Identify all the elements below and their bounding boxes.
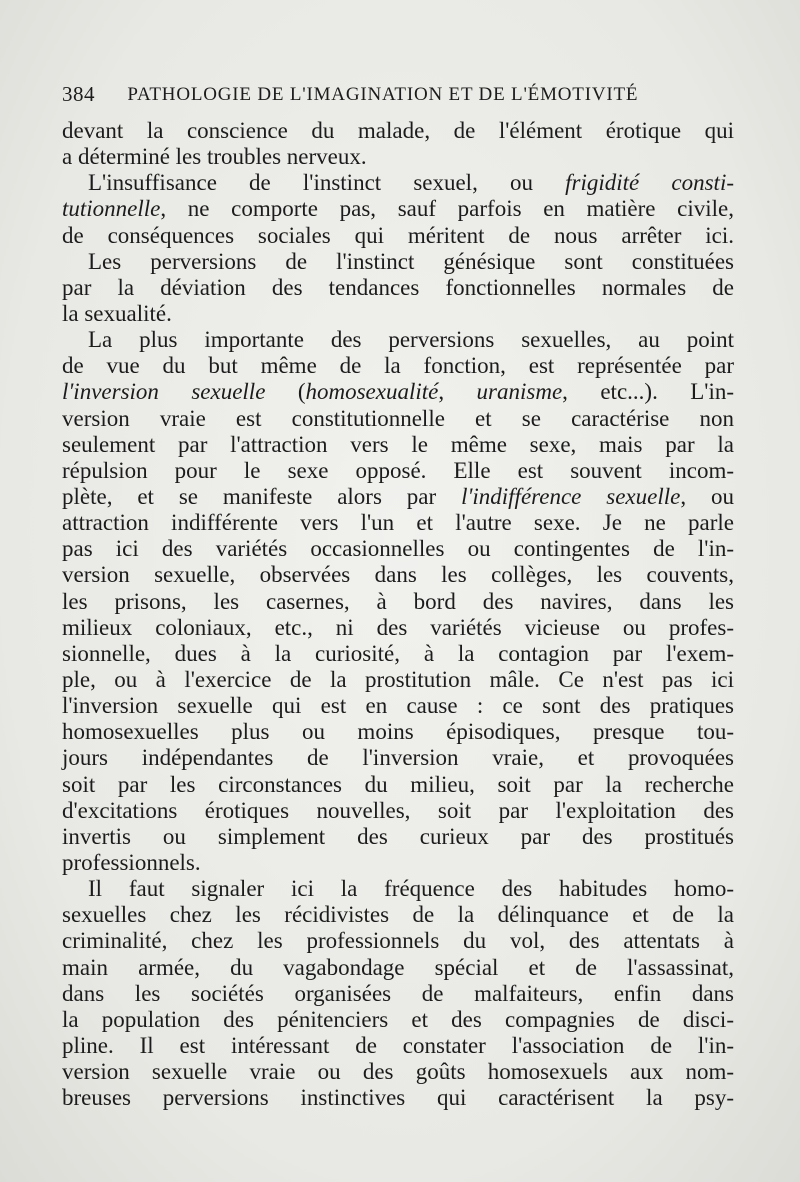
text-line: d'excitations érotiques nouvelles, soit par l'exploitation des (62, 797, 734, 823)
text-line: la sexualité. (62, 300, 172, 326)
text-line: répulsion pour le sexe opposé. Elle est souvent incom- (62, 457, 734, 483)
body-text (62, 118, 734, 1111)
text-line (62, 170, 734, 196)
text-line: professionnels. (62, 849, 201, 875)
italic-term: uranisme (476, 379, 563, 405)
text-line: sionnelle, dues à la curiosité, à la contagion par l'exem- (62, 640, 734, 666)
text-line: Il faut signaler ici la fréquence des habitudes homo- (88, 876, 734, 902)
text-line: a déterminé les troubles nerveux. (62, 144, 367, 170)
text-line: de conséquences sociales qui méritent de nous arrêter ici. (62, 222, 734, 248)
text-span: , etc...). L'in- (562, 379, 734, 405)
text-span: ( (265, 379, 306, 405)
text-line: jours indépendantes de l'inversion vraie, et provoquées (62, 745, 734, 771)
running-head: PATHOLOGIE DE L'IMAGINATION ET DE L'ÉMOTIVITÉ (127, 84, 639, 105)
text-line: l'inversion sexuelle qui est en cause : ce sont des pratiques (62, 693, 734, 719)
text-line (62, 484, 734, 510)
text-line: la population des pénitenciers et des compagnies de disci- (62, 1006, 734, 1032)
text-span: , ne comporte pas, sauf parfois en matière civile, (160, 196, 734, 222)
text-span: L'insuffisance de l'instinct sexuel, ou (88, 170, 566, 196)
text-span: plète, et se manifeste alors par (62, 483, 462, 509)
text-line: milieux coloniaux, etc., ni des variétés vicieuse ou profes- (62, 614, 734, 640)
text-line: seulement par l'attraction vers le même sexe, mais par la (62, 431, 734, 457)
text-line (62, 196, 734, 222)
text-line: pas ici des variétés occasionnelles ou contingentes de l'in- (62, 536, 734, 562)
text-line: main armée, du vagabondage spécial et de l'assassinat, (62, 954, 734, 980)
text-line: ple, ou à l'exercice de la prostitution mâle. Ce n'est pas ici (62, 666, 734, 692)
italic-term: l'inversion sexuelle (62, 379, 266, 405)
italic-term: frigidité consti- (565, 170, 735, 196)
text-line: de vue du but même de la fonction, est représentée par (62, 353, 734, 379)
italic-term: tutionnelle (62, 196, 161, 222)
text-line: soit par les circonstances du milieu, soit par la recherche (62, 771, 734, 797)
italic-term: l'indifférence sexuelle (461, 483, 681, 509)
text-line: homosexuelles plus ou moins épisodiques, presque tou- (62, 719, 734, 745)
text-line (62, 379, 734, 405)
text-line: criminalité, chez les professionnels du vol, des attentats à (62, 928, 734, 954)
text-line: breuses perversions instinctives qui caractérisent la psy- (62, 1085, 734, 1111)
text-line: Les perversions de l'instinct génésique sont constituées (88, 248, 734, 274)
text-line: devant la conscience du malade, de l'élément érotique qui (62, 118, 734, 143)
text-line: version sexuelle vraie ou des goûts homosexuels aux nom- (62, 1059, 734, 1085)
text-line: sexuelles chez les récidivistes de la délinquance et de la (62, 902, 734, 928)
text-line: par la déviation des tendances fonctionnelles normales de (62, 274, 734, 300)
page-number: 384 (62, 82, 95, 106)
text-line: pline. Il est intéressant de constater l'association de l'in- (62, 1032, 734, 1058)
page-header (62, 82, 742, 107)
text-span: , ou (680, 483, 734, 509)
text-span: , (438, 379, 477, 405)
text-line: version vraie est constitutionnelle et se caractérise non (62, 405, 734, 431)
text-line: les prisons, les casernes, à bord des navires, dans les (62, 588, 734, 614)
italic-term: homosexualité (305, 379, 439, 405)
text-line: attraction indifférente vers l'un et l'autre sexe. Je ne parle (62, 510, 734, 536)
text-line: dans les sociétés organisées de malfaiteurs, enfin dans (62, 980, 734, 1006)
text-line: version sexuelle, observées dans les collèges, les couvents, (62, 562, 734, 588)
text-line: invertis ou simplement des curieux par des prostitués (62, 823, 734, 849)
text-line: La plus importante des perversions sexuelles, au point (88, 327, 734, 353)
